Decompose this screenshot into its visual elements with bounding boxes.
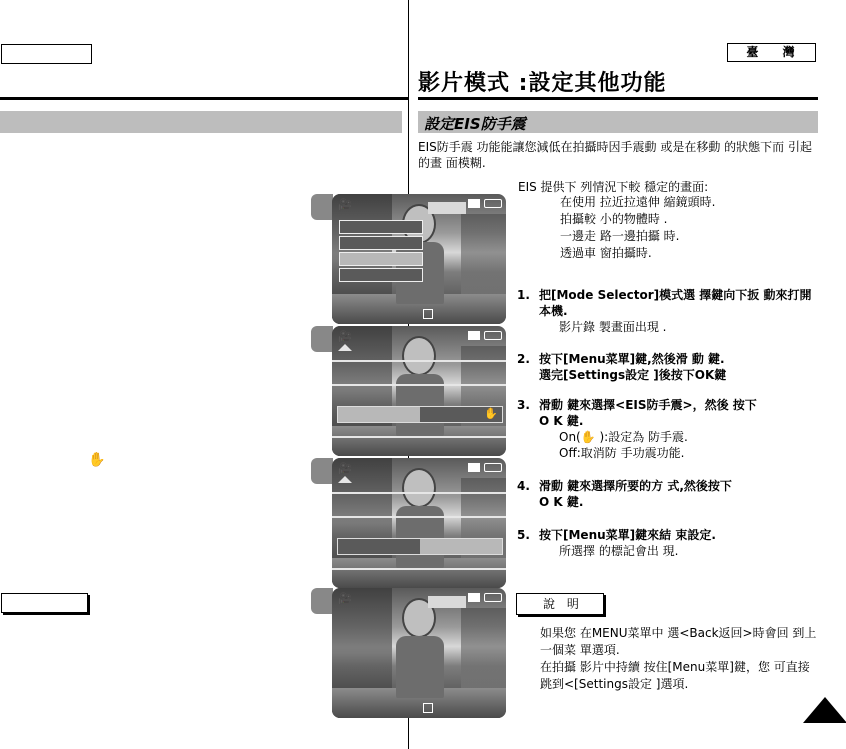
- conditions-heading: EIS 提供下 列情況下較 穩定的畫面:: [518, 180, 709, 194]
- step-2: [517, 351, 817, 383]
- left-note-label: [1, 593, 88, 613]
- lcd-screen-1: [332, 194, 506, 324]
- eis-option-item[interactable]: [337, 538, 503, 555]
- hand-eis-icon: ✋: [88, 452, 106, 468]
- left-language-tab: [1, 44, 92, 64]
- lcd-screen-3: [332, 458, 506, 588]
- left-section-bar: [0, 111, 402, 133]
- screen-step-tab: [311, 588, 333, 614]
- step-number: 2.: [517, 352, 530, 366]
- condition-item: 透過車 窗拍攝時.: [560, 246, 652, 260]
- lcd-screen-2: [332, 326, 506, 456]
- step-text: 滑動 鍵來選擇所要的方 式,然後按下: [539, 479, 732, 493]
- conditions-list: [560, 194, 715, 262]
- hand-eis-icon: ✋: [484, 407, 498, 420]
- tape-icon: [468, 593, 480, 602]
- step-text: O K 鍵.: [539, 414, 584, 428]
- step-text: 滑動 鍵來選擇<EIS防手震>，然後 按下: [539, 398, 757, 412]
- menu-row-selected[interactable]: [339, 252, 423, 266]
- condition-item: 在使用 拉近拉遠伸 縮鏡頭時.: [560, 195, 716, 209]
- step-sub: On(✋ ):設定為 防手震.: [559, 430, 688, 444]
- language-tab: 臺 灣: [727, 43, 816, 62]
- step-number: 3.: [517, 398, 530, 412]
- battery-icon: [484, 331, 502, 340]
- step-text: 本機.: [539, 304, 568, 318]
- screen-step-tab: [311, 194, 333, 220]
- condition-item: 拍攝較 小的物體時 .: [560, 212, 668, 226]
- section-title: 設定EIS防手震: [424, 115, 526, 133]
- next-page-triangle-icon[interactable]: [803, 697, 846, 723]
- note-line: 一個菜 單選項.: [540, 643, 620, 657]
- step-sub: 所選擇 的標記會出 現.: [559, 544, 679, 558]
- up-arrow-icon: [338, 344, 352, 351]
- note-line: 在拍攝 影片中持續 按住[Menu菜單]鍵，您 可直接: [540, 660, 810, 674]
- menu-row[interactable]: [339, 268, 423, 282]
- movie-camera-icon: 🎥: [338, 198, 352, 211]
- screen-step-tab: [311, 326, 333, 352]
- battery-icon: [484, 463, 502, 472]
- step-text: 選完[Settings設定 ]後按下OK鍵: [539, 368, 727, 382]
- menu-row[interactable]: [339, 236, 423, 250]
- step-5: [517, 527, 817, 559]
- step-text: 把[Mode Selector]模式選 擇鍵向下扳 動來打開: [539, 288, 812, 302]
- step-3: [517, 397, 817, 461]
- step-sub: Off:取消防 手功震功能.: [559, 446, 685, 460]
- ok-square-icon: [423, 309, 433, 319]
- step-4: [517, 478, 817, 510]
- battery-icon: [484, 593, 502, 602]
- left-header-rule: [0, 97, 408, 100]
- menu-row[interactable]: [339, 220, 423, 234]
- tape-icon: [468, 331, 480, 340]
- screen-step-tab: [311, 458, 333, 484]
- intro-paragraph: EIS防手震 功能能讓您減低在拍攝時因手震動 或是在移動 的狀態下而 引起的畫 面模糊.: [418, 140, 812, 170]
- eis-menu-item[interactable]: [337, 406, 503, 423]
- ok-square-icon: [423, 703, 433, 713]
- step-number: 4.: [517, 479, 530, 493]
- page-title: 影片模式 :設定其他功能: [418, 71, 667, 96]
- condition-item: 一邊走 路一邊拍攝 時.: [560, 229, 680, 243]
- tape-icon: [468, 199, 480, 208]
- battery-icon: [484, 199, 502, 208]
- step-1: [517, 287, 817, 335]
- step-number: 5.: [517, 528, 530, 542]
- mode-label-box: [428, 202, 466, 214]
- movie-camera-icon: 🎥: [338, 592, 352, 605]
- tape-icon: [468, 463, 480, 472]
- step-number: 1.: [517, 288, 530, 302]
- note-line: 跳到<[Settings設定 ]選項.: [540, 677, 689, 691]
- up-arrow-icon: [338, 476, 352, 483]
- note-line: 如果您 在MENU菜單中 選<Back返回>時會回 到上: [540, 626, 817, 640]
- step-text: 按下[Menu菜單]鍵,然後滑 動 鍵.: [539, 352, 725, 366]
- lcd-screen-4: [332, 588, 506, 718]
- note-label: 說 明: [516, 593, 604, 615]
- step-sub: 影片錄 製畫面出現 .: [559, 320, 667, 334]
- note-text: [540, 625, 818, 693]
- movie-camera-icon: 🎥: [338, 330, 352, 343]
- step-text: 按下[Menu菜單]鍵來結 束設定.: [539, 528, 716, 542]
- step-text: O K 鍵.: [539, 495, 584, 509]
- right-header-rule: [418, 97, 818, 100]
- movie-camera-icon: 🎥: [338, 462, 352, 475]
- mode-label-box: [428, 596, 466, 608]
